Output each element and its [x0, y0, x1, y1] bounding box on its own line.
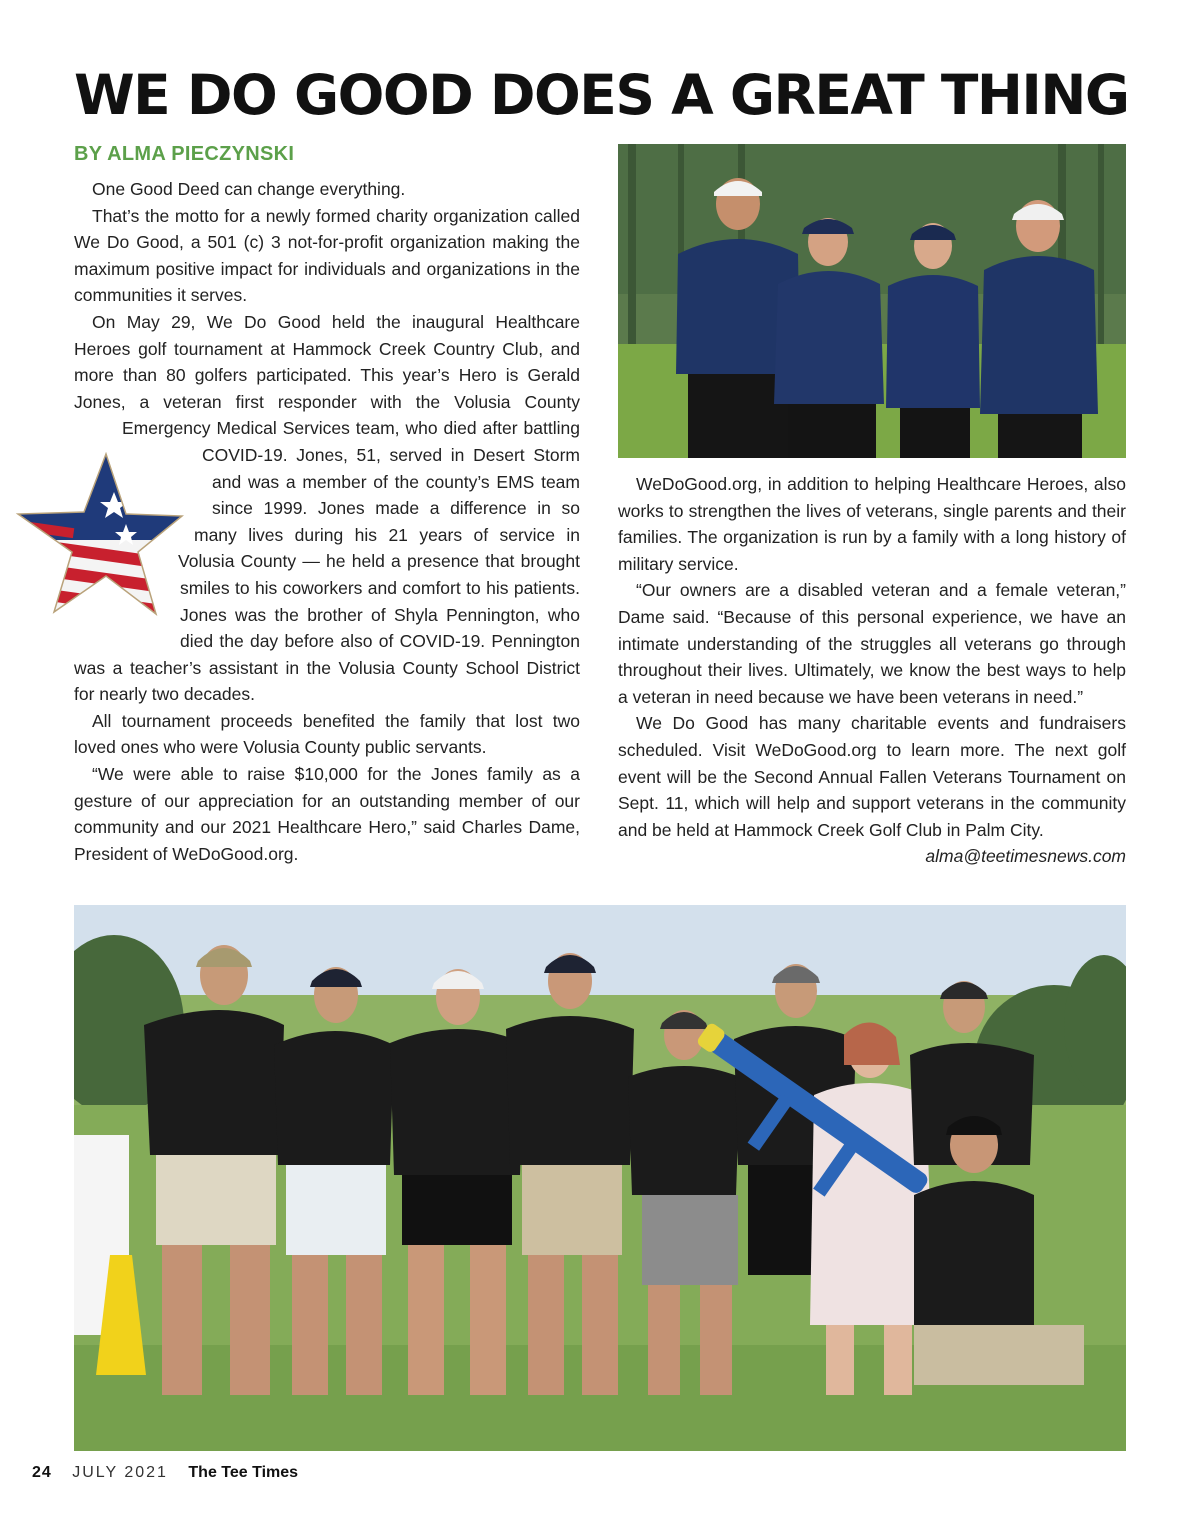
- paragraph-6: WeDoGood.org, in addition to helping Healthcare Heroes, also works to strengthen the lives of veterans, single parents and their families. The organization is run by a family with a long history of military service.: [618, 474, 1126, 574]
- paragraph-4: All tournament proceeds benefited the family that lost two loved ones who were Volusia County public servants.: [74, 710, 580, 758]
- photo-tournament-group: [74, 905, 1126, 1451]
- paragraph-8: We Do Good has many charitable events and fundraisers scheduled. Visit WeDoGood.org to learn more. The next golf event will be the Second Annual Fallen Veterans Tournament on Sept. 11, which will help and support veterans in the community and be held at Hammock Creek Golf Club in Palm City.: [618, 713, 1126, 840]
- headline: WE DO GOOD DOES A GREAT THING: [74, 63, 1129, 127]
- paragraph-3: On May 29, We Do Good held the inaugural Healthcare Heroes golf tournament at Hammock Creek Country Club, and more than 80 golfers participated. This year’s Hero is Gerald Jones, a veteran first responder with the Volusia County Emergency Medical Services team, who died after battling COVID-19. Jones, 51, served in Desert Storm and was a member of the county’s EMS team since 1999. Jones made a difference in so many lives during his 21 years of service in Volusia County — he held a presence that brought smiles to his coworkers and comfort to his patients. Jones was the brother of Shyla Pennington, who died the day before also of COVID-19. Pennington was a teacher’s assistant in the Volusia County School District for nearly two decades.: [74, 311, 580, 705]
- paragraph-5: “We were able to raise $10,000 for the Jones family as a gesture of our appreciation for an outstanding member of our community and our 2021 Healthcare Hero,” said Charles Dame, President of WeDoGood.org.: [74, 764, 580, 864]
- publication-name: The Tee Times: [188, 1464, 299, 1481]
- photo-bottom-illustration: [74, 905, 1126, 1451]
- photo-top-illustration: [618, 144, 1126, 458]
- page-number: 24: [32, 1464, 52, 1481]
- page-footer: [32, 1463, 298, 1483]
- article-left-column: [74, 176, 580, 867]
- photo-healthcare-heroes-group: [618, 144, 1126, 458]
- article-right-column: [618, 471, 1126, 870]
- paragraph-1: One Good Deed can change everything.: [92, 179, 406, 199]
- paragraph-7: “Our owners are a disabled veteran and a female veteran,” Dame said. “Because of this personal experience, we have an intimate understanding of the struggles all veterans go through throughout their lives. Ultimately, we know the best ways to help a veteran in need because we have been veterans in need.”: [618, 580, 1126, 707]
- paragraph-2: That’s the motto for a newly formed charity organization called We Do Good, a 501 (c) 3 not-for-profit organization making the maximum positive impact for individuals and organizations in the communities it serves.: [74, 205, 580, 306]
- author-email: alma@teetimesnews.com: [925, 846, 1126, 867]
- issue-date: JULY 2021: [72, 1464, 168, 1481]
- byline: BY ALMA PIECZYNSKI: [74, 143, 295, 165]
